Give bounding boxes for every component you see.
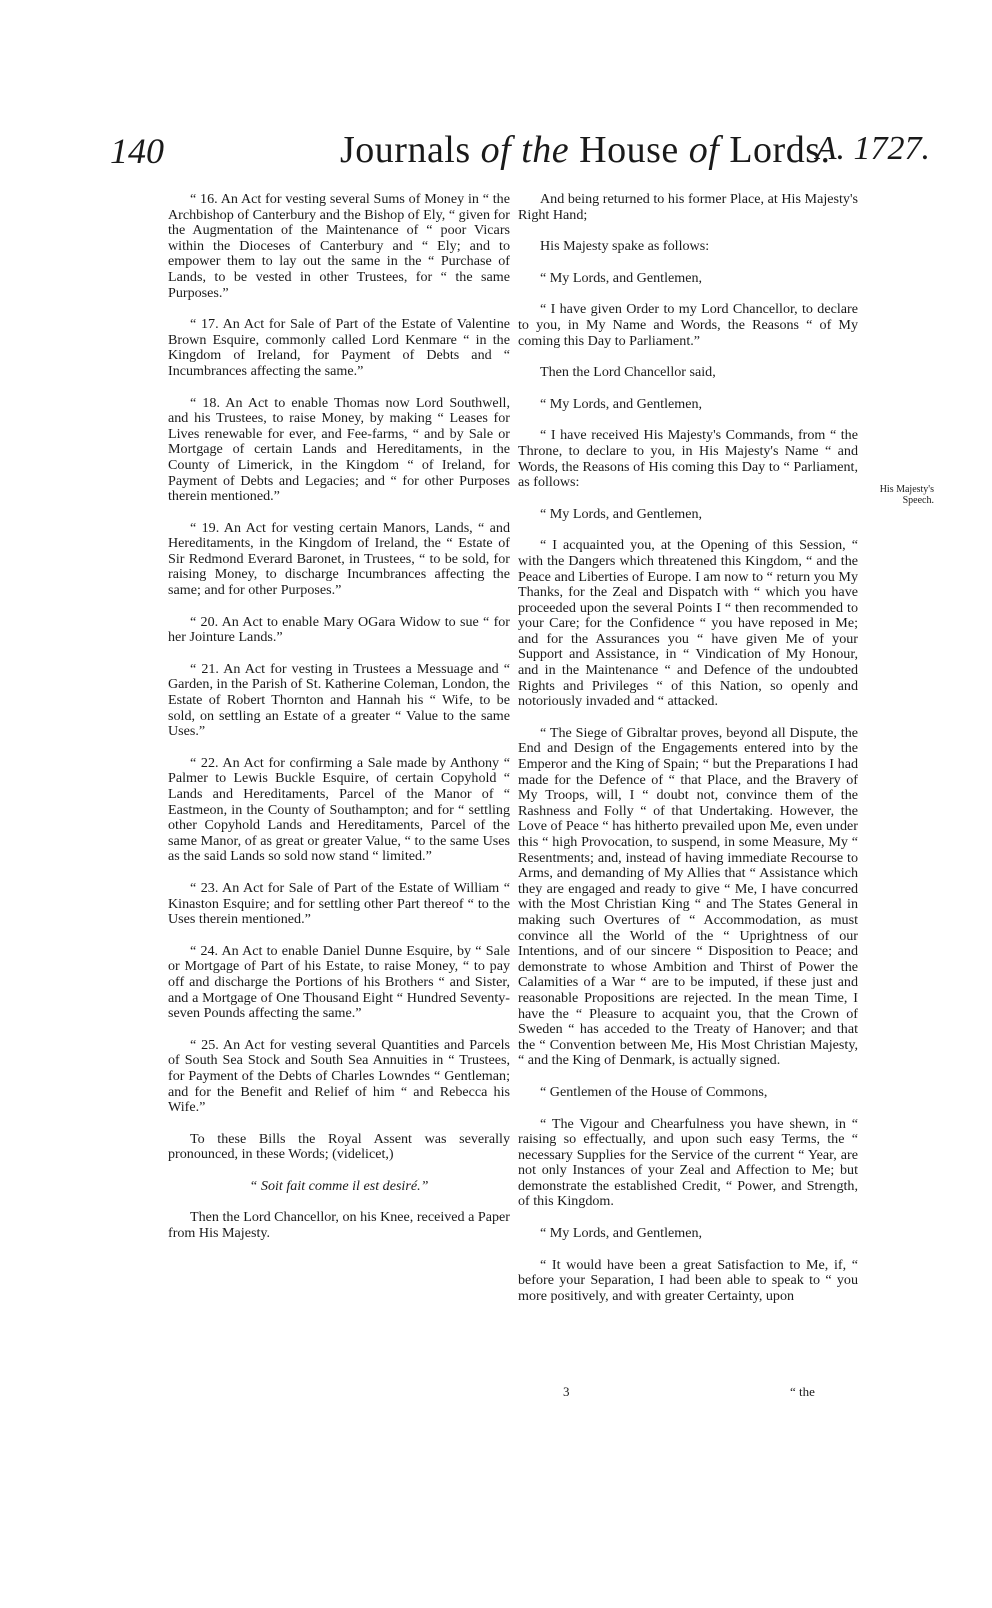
speech-paragraph-1: “ I acquainted you, at the Opening of this Session, “ with the Dangers which threatened this Kingdom, “ and the Peace and Liberties of Europe. I am now to “ return you My Thanks, for the Zeal and Dispatch with “ which you have proceeded upon the several Points I “ then recommended to your Care; for the Confidence “ you have reposed in Me; and for the Assurances you “ have given Me of your Support and Assistance, in “ Vindication of My Honour, and in the Maintenance “ and Defence of the undoubted Rights and Privileges “ of this Nation, so openly and notoriously invaded and “ attacked. (518, 537, 858, 710)
salutation: “ My Lords, and Gentlemen, (540, 505, 703, 522)
title-word-of-2: of (688, 129, 720, 171)
majesty-spake: His Majesty spake as follows: (540, 238, 710, 255)
act-24: “ 24. An Act to enable Daniel Dunne Esquire, by “ Sale or Mortgage of Part of his Estate, to raise Money, “ to pay off and discharge the Portions of his Brothers “ and Sister, and a Mortgage of One Thousand Eight “ Hundred Seventy-seven Pounds affecting the same.” (168, 942, 510, 1022)
page-header (110, 120, 930, 190)
act-21: “ 21. An Act for vesting in Trustees a Messuage and “ Garden, in the Parish of St. Katherine Coleman, London, the Estate of Robert Thornton and Hannah his “ Wife, to be sold, on settling an Estate of a greater “ Value to the same Uses.” (168, 660, 510, 740)
title-word-journals: Journals (340, 129, 471, 171)
salutation: “ My Lords, and Gentlemen, (540, 395, 703, 412)
act-19: “ 19. An Act for vesting certain Manors, Lands, “ and Hereditaments, in the Kingdom of Ireland, the “ Estate of Sir Redmond Everard Baronet, in Trustees, “ to be sold, for raising Money, to discharge Incumbrances affecting the same; and for other Purposes.” (168, 519, 510, 599)
title-word-house: House (579, 129, 679, 171)
page-title (340, 128, 830, 172)
speech-paragraph-final: “ It would have been a great Satisfaction to Me, if, “ before your Separation, I had been able to speak to “ you more positively, and with greater Certainty, upon (518, 1256, 858, 1304)
speech-paragraph-gibraltar: “ The Siege of Gibraltar proves, beyond all Dispute, the End and Design of the Engagements entered into by the Emperor and the King of Spain; “ but the Preparations I had made for the Defence of “ that Place, and the Bravery of My Troops, will, I “ doubt not, convince them of the Rashness and Folly “ of that Undertaking. However, the Love of Peace “ has hitherto prevailed upon Me, even under this “ high Provocation, to suspend, in some Measure, My “ Resentments; and, instead of having immediate Recourse to Arms, and demanding of My Allies that “ Assistance which they are engaged and ready to give “ Me, I have concurred with the Most Christian King “ and The States General in making such Overtures of “ Accommodation, as must convince all the World of the “ Uprightness of our Intentions, and of our sincere “ Disposition to Peace; and demonstrate to whose Ambition and Thirst of Power the Calamities of a War “ are to be imputed, if these just and reasonable Propositions are rejected. In the mean Time, I have the “ Pleasure to acquaint you, that the Crown of Sweden “ has acceded to the Treaty of Hanover; and that the “ Convention between Me, His Most Christian Majesty, “ and the King of Denmark, is actually signed. (518, 724, 858, 1069)
salutation: “ My Lords, and Gentlemen, (540, 269, 703, 286)
commands-received: “ I have received His Majesty's Commands, from “ the Throne, to declare to you, in His Majesty's Name “ and Words, the Reasons of His coming this Day to “ Parliament, as follows: (518, 427, 858, 491)
speech-paragraph-supplies: “ The Vigour and Chearfulness you have shewn, in “ raising so effectually, and upon such easy Terms, the “ necessary Supplies for the Service of the current “ Year, are not only Instances of your Zeal and Affection to Me; but demonstrate the established Credit, “ Power, and Strength, of this Kingdom. (518, 1115, 858, 1210)
chancellor-received-paper: Then the Lord Chancellor, on his Knee, received a Paper from His Majesty. (168, 1209, 510, 1242)
page-number: 140 (110, 131, 164, 171)
right-column (518, 192, 858, 1320)
returned-to-place: And being returned to his former Place, at His Majesty's Right Hand; (518, 191, 858, 223)
title-word-lords: Lords. (729, 129, 831, 171)
year-label: A. 1727. (815, 130, 930, 167)
chancellor-said: Then the Lord Chancellor said, (540, 364, 716, 381)
catchword: “ the (790, 1384, 815, 1399)
left-column (168, 192, 510, 1258)
act-25: “ 25. An Act for vesting several Quantities and Parcels of South Sea Stock and South Sea Annuities in “ Trustees, for Payment of the Debts of Charles Lowndes “ Gentleman; and for the Benefit and Relief of him “ and Rebecca his Wife.” (168, 1036, 510, 1116)
title-word-the: the (521, 129, 570, 171)
order-to-chancellor: “ I have given Order to my Lord Chancellor, to declare to you, in My Name and Words, the Reasons “ of My coming this Day to Parliament.” (518, 301, 858, 349)
act-22: “ 22. An Act for confirming a Sale made by Anthony “ Palmer to Lewis Buckle Esquire, of certain Copyhold “ Lands and Hereditaments, Parcel of the Manor of “ Eastmeon, in the County of Southampton; and for “ settling other Copyhold Lands and Hereditaments, Parcel of the same Manor, of as great or greater Value, “ to the same Uses as the said Lands so sold now stand “ limited.” (168, 754, 510, 865)
act-18: “ 18. An Act to enable Thomas now Lord Southwell, and his Trustees, to raise Money, by making “ Leases for Lives renewable for ever, and Fee-farms, “ and by Sale or Mortgage of certain Lands and Hereditaments, in the County of Limerick, in the Kingdom “ of Ireland, for Payment of Debts and Legacies; and “ for other Purposes therein mentioned.” (168, 394, 510, 505)
royal-assent-formula: “ Soit fait comme il est desiré.” (249, 1177, 429, 1194)
act-17: “ 17. An Act for Sale of Part of the Estate of Valentine Brown Esquire, commonly called Lord Kenmare “ in the Kingdom of Ireland, for Payment of Debts and “ Incumbrances affecting the same.” (168, 316, 510, 379)
act-23: “ 23. An Act for Sale of Part of the Estate of William “ Kinaston Esquire; and for settling other Part thereof “ to the Uses therein mentioned.” (168, 879, 510, 928)
commons-salutation: “ Gentlemen of the House of Commons, (540, 1083, 768, 1100)
act-20: “ 20. An Act to enable Mary OGara Widow to sue “ for her Jointure Lands.” (168, 613, 510, 646)
margin-note: His Majesty's Speech. (879, 484, 934, 506)
act-16: “ 16. An Act for vesting several Sums of Money in “ the Archbishop of Canterbury and the Bishop of Ely, “ given for the Augmentation of the Maintenance of “ poor Vicars within the Dioceses of Canterbury and “ Ely; and to empower them to lay out the same in the “ Purchase of Lands, to be vested in other Trustees, for “ the same Purposes.” (168, 191, 510, 301)
signature-mark: 3 (563, 1384, 570, 1399)
title-word-of: of (480, 129, 512, 171)
royal-assent-text: To these Bills the Royal Assent was severally pronounced, in these Words; (videlicet,) (168, 1130, 510, 1163)
salutation: “ My Lords, and Gentlemen, (540, 1225, 703, 1242)
